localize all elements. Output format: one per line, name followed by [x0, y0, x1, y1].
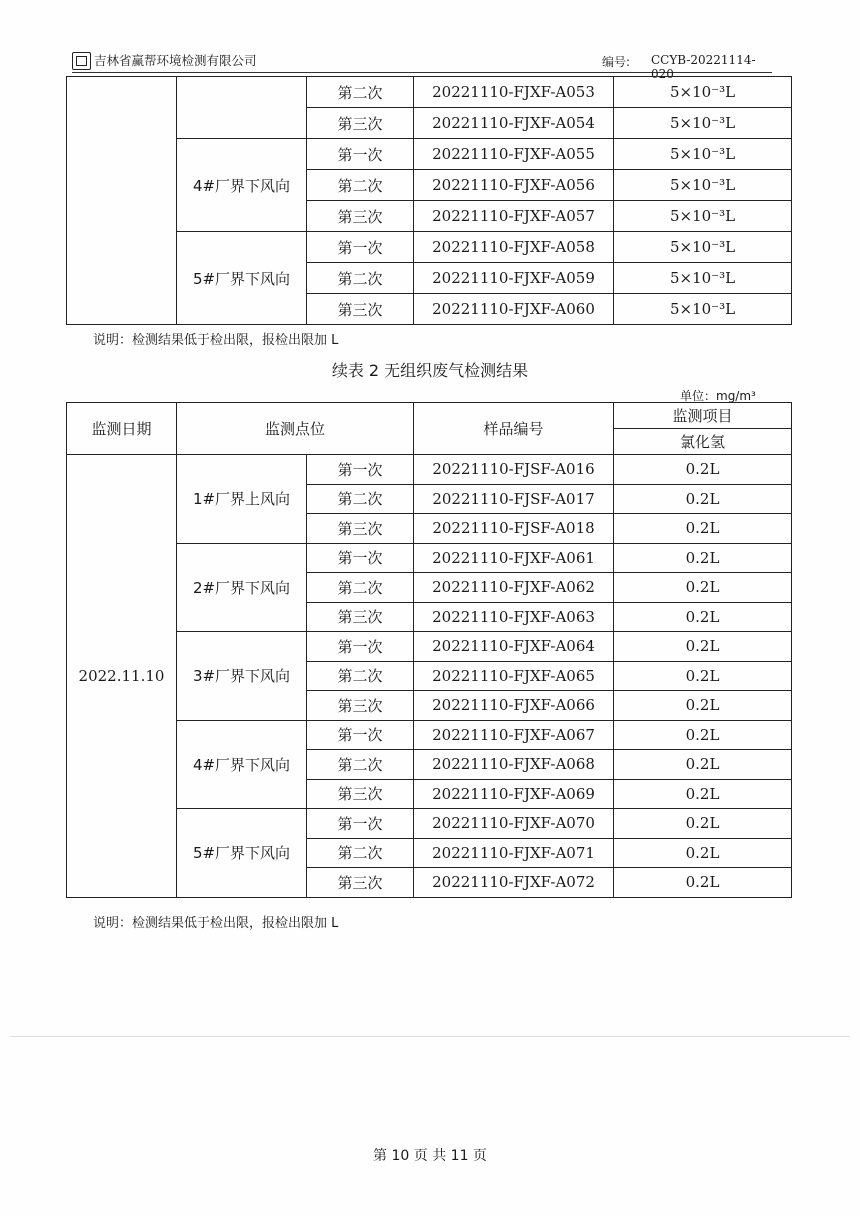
table-row [67, 77, 792, 108]
location-cell: 4#厂界下风向 [177, 139, 307, 232]
table-header-row [67, 403, 792, 429]
page-number: 第 10 页 共 11 页 [373, 1148, 487, 1164]
result-cell: 5×10⁻³L [614, 139, 792, 170]
sampling-time-cell: 第二次 [307, 573, 414, 603]
sample-id-cell: 20221110-FJXF-A061 [414, 543, 614, 573]
sampling-time-cell: 第三次 [307, 691, 414, 721]
result-cell: 0.2L [614, 750, 792, 780]
result-cell: 0.2L [614, 484, 792, 514]
table-row [67, 455, 792, 485]
result-cell: 0.2L [614, 632, 792, 662]
sample-id-cell: 20221110-FJXF-A069 [414, 779, 614, 809]
header-sample-id: 样品编号 [414, 403, 614, 455]
result-cell: 5×10⁻³L [614, 201, 792, 232]
sample-id-cell: 20221110-FJXF-A063 [414, 602, 614, 632]
header-item: 氯化氢 [614, 429, 792, 455]
sample-id-cell: 20221110-FJXF-A058 [414, 232, 614, 263]
sample-id-cell: 20221110-FJXF-A070 [414, 809, 614, 839]
result-cell: 0.2L [614, 720, 792, 750]
sample-id-cell: 20221110-FJXF-A072 [414, 868, 614, 898]
sampling-time-cell: 第二次 [307, 750, 414, 780]
location-cell: 3#厂界下风向 [177, 632, 307, 721]
sample-id-cell: 20221110-FJXF-A057 [414, 201, 614, 232]
sample-id-cell: 20221110-FJXF-A060 [414, 294, 614, 325]
sampling-time-cell: 第二次 [307, 170, 414, 201]
sampling-time-cell: 第一次 [307, 455, 414, 485]
sample-id-cell: 20221110-FJXF-A064 [414, 632, 614, 662]
footer-divider [10, 1036, 850, 1037]
result-cell: 0.2L [614, 691, 792, 721]
table1-note: 说明：检测结果低于检出限，报检出限加 L [93, 333, 339, 348]
sampling-time-cell: 第二次 [307, 263, 414, 294]
sampling-time-cell: 第三次 [307, 779, 414, 809]
sampling-time-cell: 第一次 [307, 232, 414, 263]
doc-number-label: 编号: [602, 55, 631, 69]
header-location: 监测点位 [177, 403, 414, 455]
table2-note: 说明：检测结果低于检出限，报检出限加 L [93, 916, 339, 931]
sampling-time-cell: 第一次 [307, 139, 414, 170]
date-cell [67, 77, 177, 325]
sample-id-cell: 20221110-FJXF-A059 [414, 263, 614, 294]
result-cell: 0.2L [614, 868, 792, 898]
sample-id-cell: 20221110-FJXF-A054 [414, 108, 614, 139]
table2-unit: 单位：mg/m³ [680, 389, 756, 403]
location-cell: 5#厂界下风向 [177, 809, 307, 898]
sample-id-cell: 20221110-FJXF-A062 [414, 573, 614, 603]
sample-id-cell: 20221110-FJXF-A053 [414, 77, 614, 108]
location-cell: 4#厂界下风向 [177, 720, 307, 809]
sampling-time-cell: 第三次 [307, 108, 414, 139]
sampling-time-cell: 第一次 [307, 720, 414, 750]
result-cell: 5×10⁻³L [614, 232, 792, 263]
sampling-time-cell: 第一次 [307, 543, 414, 573]
sample-id-cell: 20221110-FJSF-A016 [414, 455, 614, 485]
sample-id-cell: 20221110-FJSF-A017 [414, 484, 614, 514]
result-cell: 0.2L [614, 543, 792, 573]
result-cell: 0.2L [614, 779, 792, 809]
sample-id-cell: 20221110-FJXF-A066 [414, 691, 614, 721]
date-cell: 2022.11.10 [67, 455, 177, 898]
sampling-time-cell: 第三次 [307, 868, 414, 898]
sample-id-cell: 20221110-FJXF-A071 [414, 838, 614, 868]
sample-id-cell: 20221110-FJXF-A055 [414, 139, 614, 170]
result-cell: 5×10⁻³L [614, 170, 792, 201]
sampling-time-cell: 第二次 [307, 484, 414, 514]
company-name: 吉林省赢帮环境检测有限公司 [94, 53, 257, 68]
results-table-continued [66, 76, 792, 325]
sampling-time-cell: 第二次 [307, 661, 414, 691]
result-cell: 0.2L [614, 455, 792, 485]
doc-number: CCYB-20221114-020 [651, 53, 756, 81]
sampling-time-cell: 第三次 [307, 514, 414, 544]
sample-id-cell: 20221110-FJXF-A067 [414, 720, 614, 750]
location-cell: 5#厂界下风向 [177, 232, 307, 325]
location-cell [177, 77, 307, 139]
table2-title: 续表 2 无组织废气检测结果 [331, 361, 529, 380]
company-logo-icon [72, 52, 91, 70]
result-cell: 5×10⁻³L [614, 77, 792, 108]
sample-id-cell: 20221110-FJSF-A018 [414, 514, 614, 544]
sampling-time-cell: 第三次 [307, 294, 414, 325]
sampling-time-cell: 第一次 [307, 632, 414, 662]
results-table-hcl [66, 402, 792, 898]
result-cell: 0.2L [614, 661, 792, 691]
sampling-time-cell: 第二次 [307, 77, 414, 108]
sampling-time-cell: 第一次 [307, 809, 414, 839]
result-cell: 5×10⁻³L [614, 108, 792, 139]
result-cell: 0.2L [614, 573, 792, 603]
result-cell: 0.2L [614, 602, 792, 632]
sampling-time-cell: 第三次 [307, 201, 414, 232]
header-item-group: 监测项目 [614, 403, 792, 429]
header-date: 监测日期 [67, 403, 177, 455]
sampling-time-cell: 第三次 [307, 602, 414, 632]
location-cell: 1#厂界上风向 [177, 455, 307, 544]
result-cell: 0.2L [614, 514, 792, 544]
result-cell: 0.2L [614, 809, 792, 839]
sampling-time-cell: 第二次 [307, 838, 414, 868]
sample-id-cell: 20221110-FJXF-A068 [414, 750, 614, 780]
location-cell: 2#厂界下风向 [177, 543, 307, 632]
page-header [72, 50, 772, 81]
sample-id-cell: 20221110-FJXF-A065 [414, 661, 614, 691]
result-cell: 5×10⁻³L [614, 294, 792, 325]
sample-id-cell: 20221110-FJXF-A056 [414, 170, 614, 201]
result-cell: 5×10⁻³L [614, 263, 792, 294]
result-cell: 0.2L [614, 838, 792, 868]
